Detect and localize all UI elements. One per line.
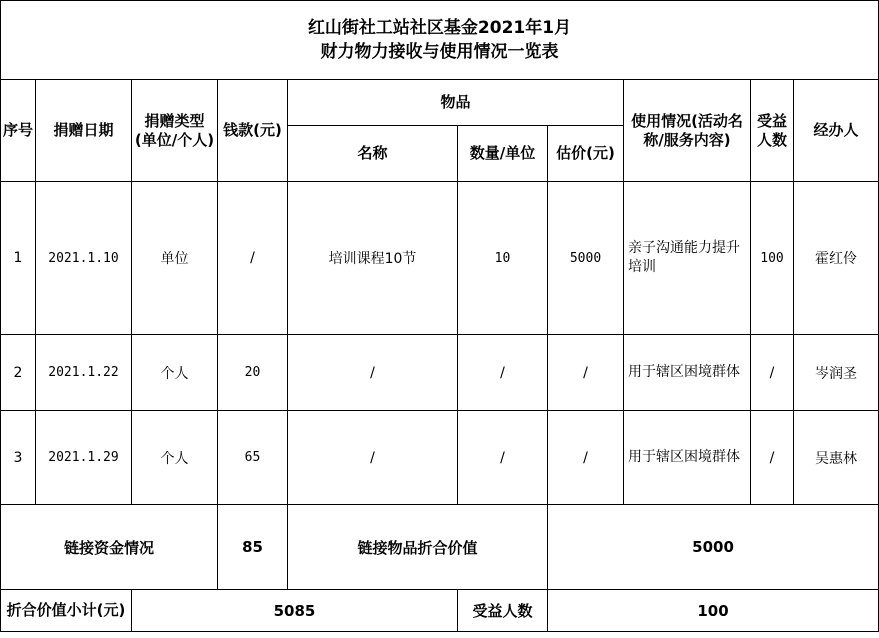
- cell-goods-qty: /: [458, 335, 548, 411]
- funds-value: 85: [218, 505, 288, 590]
- cell-money: 20: [218, 335, 288, 411]
- cell-goods-name: /: [288, 335, 458, 411]
- header-seq: 序号: [1, 80, 36, 182]
- cell-usage: 用于辖区困境群体: [624, 335, 751, 411]
- table-row: [1, 335, 879, 411]
- cell-beneficiaries: /: [751, 335, 794, 411]
- funds-label: 链接资金情况: [1, 505, 218, 590]
- cell-donor-type: 单位: [132, 182, 218, 335]
- cell-money: 65: [218, 411, 288, 505]
- header-donor-type: 捐赠类型(单位/个人): [132, 80, 218, 182]
- table-row: [1, 411, 879, 505]
- header-goods-value: 估价(元): [548, 126, 624, 182]
- cell-goods-value: /: [548, 335, 624, 411]
- header-goods-qty: 数量/单位: [458, 126, 548, 182]
- cell-donor-type: 个人: [132, 335, 218, 411]
- header-money: 钱款(元): [218, 80, 288, 182]
- cell-money: /: [218, 182, 288, 335]
- cell-goods-value: /: [548, 411, 624, 505]
- cell-goods-qty: 10: [458, 182, 548, 335]
- header-usage: 使用情况(活动名称/服务内容): [624, 80, 751, 182]
- title-line-2: 财力物力接收与使用情况一览表: [320, 42, 559, 62]
- cell-seq: 2: [1, 335, 36, 411]
- cell-handler: 霍红伶: [794, 182, 879, 335]
- cell-beneficiaries: 100: [751, 182, 794, 335]
- cell-beneficiaries: /: [751, 411, 794, 505]
- cell-donor-type: 个人: [132, 411, 218, 505]
- beneficiaries-total: 100: [548, 590, 879, 632]
- goods-value-label: 链接物品折合价值: [288, 505, 548, 590]
- header-beneficiaries: 受益人数: [751, 80, 794, 182]
- total-value: 5085: [132, 590, 458, 632]
- cell-handler: 吴惠林: [794, 411, 879, 505]
- cell-seq: 3: [1, 411, 36, 505]
- cell-usage: 用于辖区困境群体: [624, 411, 751, 505]
- cell-seq: 1: [1, 182, 36, 335]
- cell-goods-qty: /: [458, 411, 548, 505]
- header-handler: 经办人: [794, 80, 879, 182]
- total-label: 折合价值小计(元): [1, 590, 132, 632]
- goods-value-total: 5000: [548, 505, 879, 590]
- cell-usage: 亲子沟通能力提升培训: [624, 182, 751, 335]
- cell-date: 2021.1.22: [36, 335, 132, 411]
- table-row: [1, 182, 879, 335]
- beneficiaries-label: 受益人数: [458, 590, 548, 632]
- header-goods: 物品: [288, 80, 624, 126]
- title-line-1: 红山街社工站社区基金2021年1月: [307, 18, 572, 38]
- cell-date: 2021.1.29: [36, 411, 132, 505]
- summary-row-funds: [1, 505, 879, 590]
- table-title: [1, 1, 879, 80]
- header-date: 捐赠日期: [36, 80, 132, 182]
- header-goods-name: 名称: [288, 126, 458, 182]
- cell-goods-name: 培训课程10节: [288, 182, 458, 335]
- cell-goods-name: /: [288, 411, 458, 505]
- cell-date: 2021.1.10: [36, 182, 132, 335]
- cell-goods-value: 5000: [548, 182, 624, 335]
- summary-row-total: [1, 590, 879, 632]
- cell-handler: 岑润圣: [794, 335, 879, 411]
